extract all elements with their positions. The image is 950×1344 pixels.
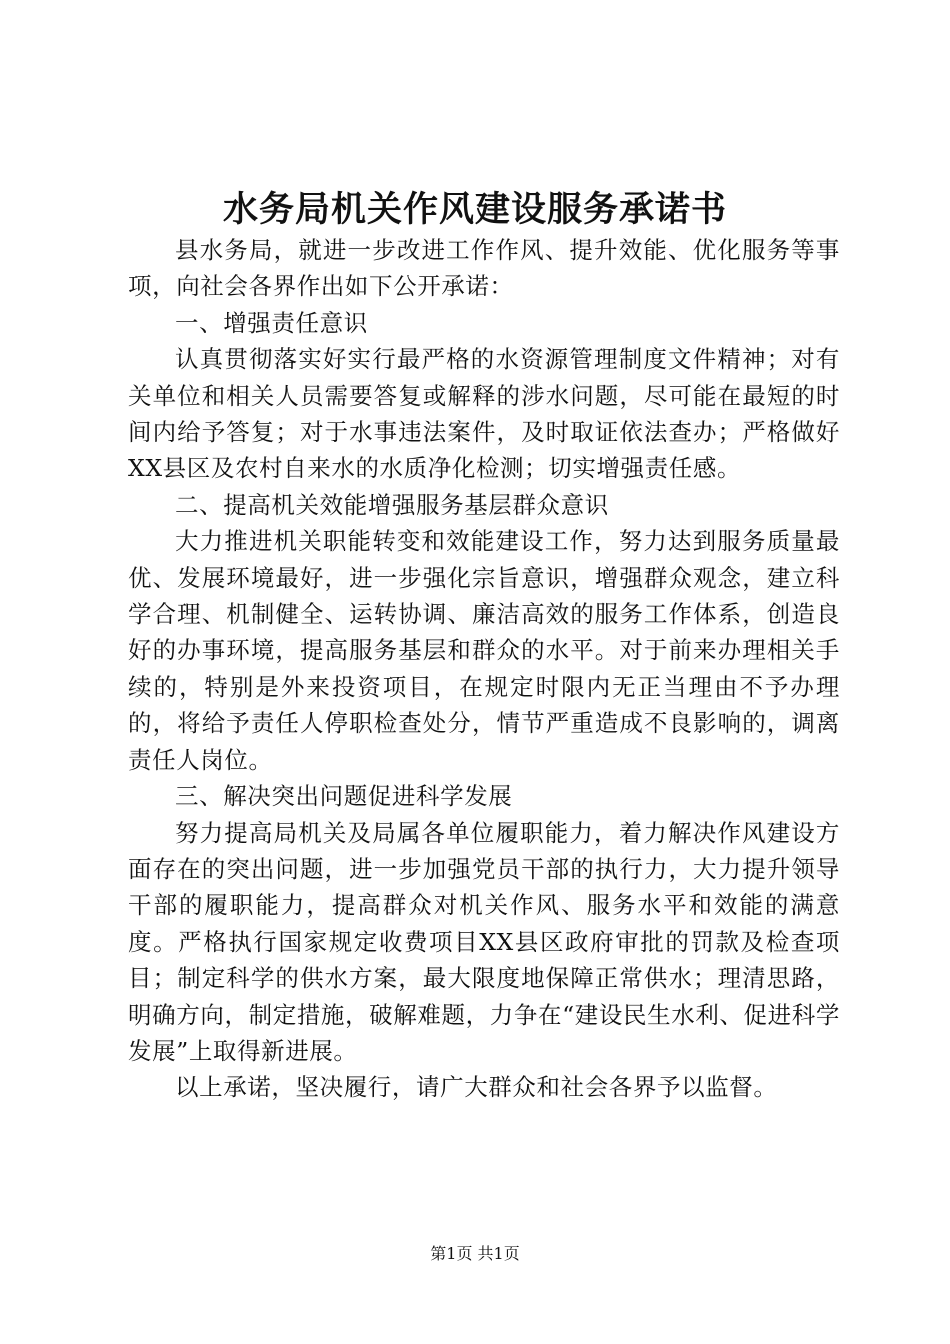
page-number-footer: 第1页 共1页 (430, 1244, 520, 1263)
document-title: 水务局机关作风建设服务承诺书 (222, 189, 727, 230)
section-paragraph-1: 认真贯彻落实好实行最严格的水资源管理制度文件精神；对有关单位和相关人员需要答复或解释的涉水问题，尽可能在最短的时间内给予答复；对于水事违法案件，及时取证依法查办；严格做好XX县区及农村自来水的水质净化检测；切实增强责任感。 (128, 345, 840, 483)
section-heading-2: 二、提高机关效能增强服务基层群众意识 (175, 490, 609, 519)
section-paragraph-3: 努力提高局机关及局属各单位履职能力，着力解决作风建设方面存在的突出问题，进一步加强党员干部的执行力，大力提升领导干部的履职能力，提高群众对机关作风、服务水平和效能的满意度。严格执行国家规定收费项目XX县区政府审批的罚款及检查项目；制定科学的供水方案，最大限度地保障正常供水；理清思路，明确方向，制定措施，破解难题，力争在“建设民生水利、促进科学发展”上取得新进展。 (128, 818, 840, 1065)
section-heading-3: 三、解决突出问题促进科学发展 (175, 782, 513, 811)
section-paragraph-2: 大力推进机关职能转变和效能建设工作，努力达到服务质量最优、发展环境最好，进一步强化宗旨意识，增强群众观念，建立科学合理、机制健全、运转协调、廉洁高效的服务工作体系，创造良好的办事环境，提高服务基层和群众的水平。对于前来办理相关手续的，特别是外来投资项目，在规定时限内无正当理由不予办理的，将给予责任人停职检查处分，情节严重造成不良影响的，调离责任人岗位。 (128, 527, 840, 774)
closing-paragraph: 以上承诺，坚决履行，请广大群众和社会各界予以监督。 (175, 1073, 778, 1102)
intro-paragraph: 县水务局，就进一步改进工作作风、提升效能、优化服务等事项，向社会各界作出如下公开承诺： (128, 236, 840, 301)
document-body (128, 232, 840, 1106)
section-heading-1: 一、增强责任意识 (175, 308, 368, 337)
